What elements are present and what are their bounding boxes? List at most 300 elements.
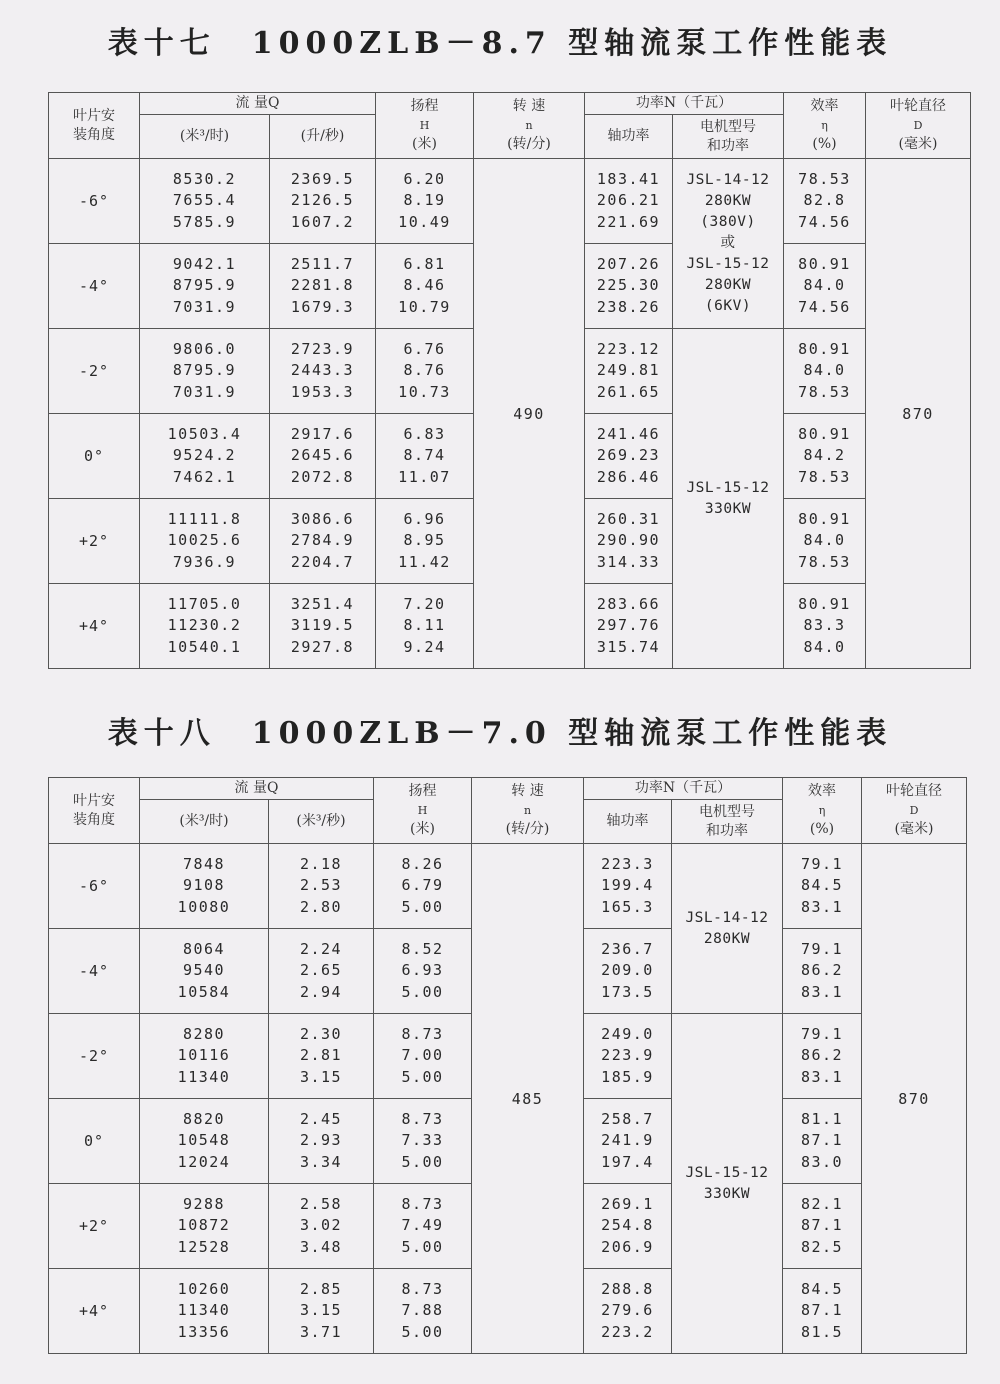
efficiency-cell-value: 74.56 bbox=[798, 297, 851, 316]
flow-alt-cell-value: 1953.3 bbox=[290, 382, 355, 401]
angle-cell: -4° bbox=[49, 244, 140, 329]
flow-m3h-cell-value: 8280 bbox=[182, 1025, 226, 1044]
efficiency-cell-value: 83.3 bbox=[803, 616, 846, 635]
head-header: 扬程 H (米) bbox=[374, 778, 472, 844]
table18-body bbox=[49, 844, 967, 1354]
efficiency-header: 效率 η (%) bbox=[784, 93, 866, 159]
head-cell bbox=[376, 584, 474, 669]
efficiency-cell-value: 86.2 bbox=[800, 961, 844, 980]
flow-alt-cell-value: 2.53 bbox=[299, 876, 343, 895]
head-cell bbox=[376, 414, 474, 499]
flow-m3h-cell bbox=[140, 414, 270, 499]
flow-alt-cell bbox=[269, 1099, 374, 1184]
head-cell-value: 5.00 bbox=[401, 1237, 444, 1256]
efficiency-cell-value: 78.53 bbox=[798, 467, 851, 486]
flow-alt-cell-value: 2.58 bbox=[299, 1195, 343, 1214]
shaft-power-cell-value: 223.2 bbox=[601, 1322, 654, 1341]
head-cell bbox=[374, 929, 472, 1014]
motor-cell-b bbox=[672, 1014, 783, 1354]
angle-cell: -6° bbox=[49, 159, 140, 244]
head-cell-value: 6.83 bbox=[403, 425, 446, 444]
shaft-power-cell-value: 236.7 bbox=[601, 940, 654, 959]
head-cell-value: 10.49 bbox=[398, 212, 451, 231]
shaft-power-cell-value: 221.69 bbox=[596, 212, 661, 231]
flow-alt-cell-value: 2723.9 bbox=[290, 340, 355, 359]
head-cell-value: 6.96 bbox=[403, 510, 446, 529]
flow-alt-cell-value: 2645.6 bbox=[290, 446, 355, 465]
shaft-power-cell-value: 260.31 bbox=[596, 510, 661, 529]
power-header: 功率N（千瓦） bbox=[585, 93, 784, 115]
speed-cell: 490 bbox=[474, 159, 585, 669]
efficiency-cell bbox=[783, 844, 862, 929]
head-cell-value: 8.46 bbox=[403, 276, 446, 295]
head-cell bbox=[376, 244, 474, 329]
flow-alt-cell-value: 2.24 bbox=[299, 940, 343, 959]
flow-m3h-cell bbox=[140, 929, 269, 1014]
speed-header: 转 速 n (转/分) bbox=[474, 93, 585, 159]
flow-m3h-cell-value: 9108 bbox=[182, 876, 226, 895]
head-cell-value: 8.74 bbox=[403, 446, 446, 465]
flow-m3h-cell-value: 12024 bbox=[177, 1152, 231, 1171]
flow-unit-m3h: (米³/时) bbox=[140, 115, 270, 159]
table17-body bbox=[49, 159, 971, 669]
motor-header: 电机型号 和功率 bbox=[673, 115, 784, 159]
motor-cell-a bbox=[673, 159, 784, 329]
efficiency-cell-value: 78.53 bbox=[798, 382, 851, 401]
head-cell-value: 6.93 bbox=[401, 961, 444, 980]
shaft-power-cell-value: 261.65 bbox=[596, 382, 661, 401]
shaft-power-cell-value: 249.81 bbox=[596, 361, 661, 380]
angle-cell: -2° bbox=[49, 1014, 140, 1099]
shaft-power-cell bbox=[585, 244, 673, 329]
table-row bbox=[49, 159, 971, 244]
flow-m3h-cell-value: 8064 bbox=[182, 940, 226, 959]
head-cell-value: 11.07 bbox=[398, 467, 451, 486]
motor-cell-b bbox=[673, 329, 784, 669]
efficiency-cell-value: 82.1 bbox=[800, 1195, 844, 1214]
shaft-power-cell-value: 223.12 bbox=[596, 340, 661, 359]
shaft-power-cell-value: 283.66 bbox=[596, 595, 661, 614]
efficiency-cell-value: 74.56 bbox=[798, 212, 851, 231]
flow-alt-cell bbox=[269, 1269, 374, 1354]
flow-m3h-cell-value: 11340 bbox=[177, 1067, 231, 1086]
head-cell bbox=[374, 1099, 472, 1184]
shaft-power-cell-value: 165.3 bbox=[601, 897, 654, 916]
head-cell-value: 6.20 bbox=[403, 170, 446, 189]
efficiency-cell-value: 81.1 bbox=[800, 1110, 844, 1129]
flow-alt-cell-value: 2.80 bbox=[299, 897, 343, 916]
shaft-power-cell-value: 286.46 bbox=[596, 467, 661, 486]
table-row bbox=[49, 844, 967, 929]
shaft-power-cell-value: 209.0 bbox=[601, 961, 654, 980]
efficiency-cell-value: 80.91 bbox=[798, 595, 851, 614]
motor-line: 280KW bbox=[704, 193, 752, 209]
speed-cell: 485 bbox=[472, 844, 584, 1354]
efficiency-cell-value: 80.91 bbox=[798, 255, 851, 274]
shaft-power-cell-value: 269.1 bbox=[601, 1195, 654, 1214]
efficiency-cell bbox=[784, 499, 866, 584]
head-cell-value: 8.76 bbox=[403, 361, 446, 380]
flow-m3h-cell-value: 12528 bbox=[177, 1237, 231, 1256]
flow-m3h-cell-value: 8795.9 bbox=[172, 361, 237, 380]
flow-alt-cell-value: 3.48 bbox=[299, 1237, 343, 1256]
flow-alt-cell-value: 2784.9 bbox=[290, 531, 355, 550]
table18 bbox=[48, 777, 967, 1354]
efficiency-cell-value: 83.1 bbox=[800, 982, 844, 1001]
efficiency-cell bbox=[784, 159, 866, 244]
head-cell bbox=[374, 1014, 472, 1099]
head-cell-value: 11.42 bbox=[398, 552, 451, 571]
motor-line: JSL-15-12 bbox=[686, 256, 770, 272]
flow-m3h-cell-value: 9288 bbox=[182, 1195, 226, 1214]
motor-line: JSL-15-12 bbox=[686, 479, 770, 496]
flow-alt-cell bbox=[270, 584, 376, 669]
flow-m3h-cell-value: 10116 bbox=[177, 1046, 231, 1065]
diameter-cell: 870 bbox=[866, 159, 971, 669]
flow-header: 流 量Q bbox=[140, 778, 374, 800]
efficiency-cell-value: 79.1 bbox=[800, 1025, 844, 1044]
head-cell-value: 8.11 bbox=[403, 616, 446, 635]
shaft-power-cell bbox=[584, 844, 672, 929]
flow-alt-cell-value: 2.94 bbox=[299, 982, 343, 1001]
efficiency-cell-value: 79.1 bbox=[800, 940, 844, 959]
flow-m3h-cell-value: 10548 bbox=[177, 1131, 231, 1150]
head-cell bbox=[374, 844, 472, 929]
angle-cell: +2° bbox=[49, 499, 140, 584]
flow-alt-cell-value: 2511.7 bbox=[290, 255, 355, 274]
flow-alt-cell-value: 3.15 bbox=[299, 1067, 343, 1086]
flow-alt-cell-value: 2.30 bbox=[299, 1025, 343, 1044]
shaft-power-cell-value: 223.9 bbox=[601, 1046, 654, 1065]
shaft-power-cell bbox=[584, 1269, 672, 1354]
flow-m3h-cell-value: 11340 bbox=[177, 1301, 231, 1320]
head-cell bbox=[374, 1269, 472, 1354]
shaft-power-cell-value: 315.74 bbox=[596, 637, 661, 656]
head-cell-value: 7.49 bbox=[401, 1216, 444, 1235]
shaft-power-cell bbox=[584, 1099, 672, 1184]
flow-alt-cell-value: 1679.3 bbox=[290, 297, 355, 316]
flow-alt-cell bbox=[269, 844, 374, 929]
shaft-power-cell-value: 223.3 bbox=[601, 855, 654, 874]
flow-m3h-cell-value: 5785.9 bbox=[172, 212, 237, 231]
diameter-header: 叶轮直径 D (毫米) bbox=[866, 93, 971, 159]
motor-line: (380V) bbox=[700, 214, 756, 230]
flow-alt-cell bbox=[270, 499, 376, 584]
shaft-power-cell-value: 206.21 bbox=[596, 191, 661, 210]
flow-alt-cell-value: 2.18 bbox=[299, 855, 343, 874]
head-cell-value: 5.00 bbox=[401, 1152, 444, 1171]
flow-alt-cell bbox=[269, 1184, 374, 1269]
flow-alt-cell-value: 2927.8 bbox=[290, 637, 355, 656]
table17 bbox=[48, 92, 971, 669]
flow-m3h-cell bbox=[140, 1014, 269, 1099]
shaft-power-cell-value: 173.5 bbox=[601, 982, 654, 1001]
shaft-power-cell bbox=[585, 414, 673, 499]
efficiency-cell-value: 80.91 bbox=[798, 510, 851, 529]
flow-m3h-cell-value: 11111.8 bbox=[167, 510, 242, 529]
flow-alt-cell-value: 3.34 bbox=[299, 1152, 343, 1171]
motor-line: JSL-14-12 bbox=[685, 909, 769, 926]
flow-m3h-cell bbox=[140, 244, 270, 329]
head-cell-value: 8.73 bbox=[401, 1110, 444, 1129]
shaft-power-cell-value: 207.26 bbox=[596, 255, 661, 274]
flow-alt-cell-value: 2281.8 bbox=[290, 276, 355, 295]
flow-m3h-cell bbox=[140, 499, 270, 584]
head-cell-value: 8.73 bbox=[401, 1195, 444, 1214]
shaft-power-cell-value: 254.8 bbox=[601, 1216, 654, 1235]
angle-cell: +4° bbox=[49, 584, 140, 669]
shaft-power-cell-value: 249.0 bbox=[601, 1025, 654, 1044]
flow-header: 流 量Q bbox=[140, 93, 376, 115]
flow-m3h-cell bbox=[140, 584, 270, 669]
efficiency-cell bbox=[784, 329, 866, 414]
head-cell-value: 7.88 bbox=[401, 1301, 444, 1320]
flow-m3h-cell-value: 8795.9 bbox=[172, 276, 237, 295]
angle-cell: +4° bbox=[49, 1269, 140, 1354]
efficiency-cell-value: 78.53 bbox=[798, 170, 851, 189]
flow-unit-m3s: (米³/秒) bbox=[269, 800, 374, 844]
table17-title: 表十七 1000ZLB－8.7 型轴流泵工作性能表 bbox=[107, 26, 893, 61]
shaft-power-cell-value: 288.8 bbox=[601, 1280, 654, 1299]
efficiency-header: 效率 η (%) bbox=[783, 778, 862, 844]
shaft-power-cell-value: 197.4 bbox=[601, 1152, 654, 1171]
motor-line: (6KV) bbox=[704, 298, 752, 314]
angle-header: 叶片安 装角度 bbox=[49, 93, 140, 159]
flow-m3h-cell bbox=[140, 844, 269, 929]
flow-alt-cell-value: 3119.5 bbox=[290, 616, 355, 635]
head-cell-value: 10.79 bbox=[398, 297, 451, 316]
head-cell-value: 5.00 bbox=[401, 982, 444, 1001]
flow-alt-cell-value: 1607.2 bbox=[290, 212, 355, 231]
flow-m3h-cell-value: 7848 bbox=[182, 855, 226, 874]
motor-cell-a bbox=[672, 844, 783, 1014]
shaft-power-cell bbox=[585, 584, 673, 669]
head-header: 扬程 H (米) bbox=[376, 93, 474, 159]
shaft-power-cell-value: 199.4 bbox=[601, 876, 654, 895]
shaft-power-cell-value: 225.30 bbox=[596, 276, 661, 295]
head-cell-value: 9.24 bbox=[403, 637, 446, 656]
flow-m3h-cell-value: 11230.2 bbox=[167, 616, 242, 635]
shaft-power-cell-value: 206.9 bbox=[601, 1237, 654, 1256]
flow-m3h-cell-value: 10080 bbox=[177, 897, 231, 916]
motor-line: JSL-14-12 bbox=[686, 172, 770, 188]
motor-line: 280KW bbox=[704, 277, 752, 293]
head-cell-value: 6.81 bbox=[403, 255, 446, 274]
flow-m3h-cell-value: 10540.1 bbox=[167, 637, 242, 656]
flow-alt-cell bbox=[270, 159, 376, 244]
flow-m3h-cell-value: 10872 bbox=[177, 1216, 231, 1235]
head-cell-value: 8.19 bbox=[403, 191, 446, 210]
angle-cell: 0° bbox=[49, 414, 140, 499]
shaft-power-cell bbox=[585, 499, 673, 584]
efficiency-cell-value: 84.0 bbox=[803, 276, 846, 295]
efficiency-cell bbox=[783, 1184, 862, 1269]
flow-alt-cell bbox=[269, 929, 374, 1014]
flow-alt-cell-value: 3.02 bbox=[299, 1216, 343, 1235]
shaft-power-header: 轴功率 bbox=[585, 115, 673, 159]
efficiency-cell-value: 86.2 bbox=[800, 1046, 844, 1065]
flow-unit-m3h: (米³/时) bbox=[140, 800, 269, 844]
efficiency-cell-value: 87.1 bbox=[800, 1301, 844, 1320]
efficiency-cell-value: 87.1 bbox=[800, 1216, 844, 1235]
flow-unit-ls: (升/秒) bbox=[270, 115, 376, 159]
diameter-cell: 870 bbox=[862, 844, 967, 1354]
flow-m3h-cell bbox=[140, 1184, 269, 1269]
efficiency-cell-value: 82.8 bbox=[803, 191, 846, 210]
head-cell-value: 8.73 bbox=[401, 1280, 444, 1299]
shaft-power-cell-value: 258.7 bbox=[601, 1110, 654, 1129]
flow-m3h-cell-value: 7936.9 bbox=[172, 552, 237, 571]
flow-alt-cell-value: 2917.6 bbox=[290, 425, 355, 444]
efficiency-cell bbox=[784, 414, 866, 499]
flow-alt-cell-value: 3.71 bbox=[299, 1322, 343, 1341]
flow-m3h-cell-value: 13356 bbox=[177, 1322, 231, 1341]
shaft-power-cell bbox=[584, 1184, 672, 1269]
efficiency-cell-value: 83.1 bbox=[800, 1067, 844, 1086]
flow-alt-cell-value: 3251.4 bbox=[290, 595, 355, 614]
diameter-header: 叶轮直径 D (毫米) bbox=[862, 778, 967, 844]
shaft-power-header: 轴功率 bbox=[584, 800, 672, 844]
power-header: 功率N（千瓦） bbox=[584, 778, 783, 800]
angle-cell: -6° bbox=[49, 844, 140, 929]
efficiency-cell bbox=[783, 929, 862, 1014]
efficiency-cell-value: 78.53 bbox=[798, 552, 851, 571]
flow-m3h-cell-value: 11705.0 bbox=[167, 595, 242, 614]
flow-m3h-cell-value: 10025.6 bbox=[167, 531, 242, 550]
flow-m3h-cell-value: 7031.9 bbox=[172, 382, 237, 401]
shaft-power-cell-value: 241.9 bbox=[601, 1131, 654, 1150]
flow-alt-cell-value: 2.85 bbox=[299, 1280, 343, 1299]
head-cell-value: 8.73 bbox=[401, 1025, 444, 1044]
head-cell bbox=[376, 159, 474, 244]
shaft-power-cell bbox=[585, 159, 673, 244]
head-cell-value: 10.73 bbox=[398, 382, 451, 401]
shaft-power-cell-value: 290.90 bbox=[596, 531, 661, 550]
flow-alt-cell-value: 2369.5 bbox=[290, 170, 355, 189]
flow-m3h-cell-value: 8530.2 bbox=[172, 170, 237, 189]
flow-alt-cell bbox=[270, 329, 376, 414]
motor-line: 280KW bbox=[703, 930, 751, 947]
table18-title: 表十八 1000ZLB－7.0 型轴流泵工作性能表 bbox=[107, 716, 893, 751]
shaft-power-cell-value: 314.33 bbox=[596, 552, 661, 571]
shaft-power-cell-value: 185.9 bbox=[601, 1067, 654, 1086]
shaft-power-cell bbox=[584, 1014, 672, 1099]
shaft-power-cell-value: 297.76 bbox=[596, 616, 661, 635]
flow-alt-cell-value: 2.65 bbox=[299, 961, 343, 980]
head-cell-value: 7.00 bbox=[401, 1046, 444, 1065]
flow-m3h-cell bbox=[140, 1099, 269, 1184]
angle-cell: -2° bbox=[49, 329, 140, 414]
efficiency-cell-value: 84.2 bbox=[803, 446, 846, 465]
efficiency-cell-value: 84.5 bbox=[800, 876, 844, 895]
motor-line: 或 bbox=[720, 235, 736, 251]
motor-header: 电机型号 和功率 bbox=[672, 800, 783, 844]
flow-m3h-cell-value: 8820 bbox=[182, 1110, 226, 1129]
flow-alt-cell-value: 3.15 bbox=[299, 1301, 343, 1320]
speed-header: 转 速 n (转/分) bbox=[472, 778, 584, 844]
head-cell-value: 8.95 bbox=[403, 531, 446, 550]
angle-header: 叶片安 装角度 bbox=[49, 778, 140, 844]
flow-m3h-cell bbox=[140, 1269, 269, 1354]
efficiency-cell-value: 84.5 bbox=[800, 1280, 844, 1299]
efficiency-cell-value: 80.91 bbox=[798, 425, 851, 444]
flow-alt-cell-value: 2072.8 bbox=[290, 467, 355, 486]
shaft-power-cell-value: 279.6 bbox=[601, 1301, 654, 1320]
flow-m3h-cell-value: 10584 bbox=[177, 982, 231, 1001]
flow-alt-cell bbox=[269, 1014, 374, 1099]
flow-m3h-cell-value: 10260 bbox=[177, 1280, 231, 1299]
head-cell-value: 8.52 bbox=[401, 940, 444, 959]
efficiency-cell-value: 79.1 bbox=[800, 855, 844, 874]
flow-alt-cell-value: 2.81 bbox=[299, 1046, 343, 1065]
flow-m3h-cell-value: 9042.1 bbox=[172, 255, 237, 274]
efficiency-cell-value: 83.1 bbox=[800, 897, 844, 916]
flow-m3h-cell-value: 10503.4 bbox=[167, 425, 242, 444]
efficiency-cell-value: 87.1 bbox=[800, 1131, 844, 1150]
efficiency-cell bbox=[783, 1014, 862, 1099]
head-cell bbox=[376, 329, 474, 414]
angle-cell: -4° bbox=[49, 929, 140, 1014]
efficiency-cell-value: 82.5 bbox=[800, 1237, 844, 1256]
shaft-power-cell-value: 241.46 bbox=[596, 425, 661, 444]
efficiency-cell-value: 84.0 bbox=[803, 531, 846, 550]
head-cell-value: 6.76 bbox=[403, 340, 446, 359]
head-cell-value: 7.33 bbox=[401, 1131, 444, 1150]
flow-alt-cell bbox=[270, 414, 376, 499]
flow-alt-cell-value: 3086.6 bbox=[290, 510, 355, 529]
shaft-power-cell bbox=[585, 329, 673, 414]
efficiency-cell bbox=[783, 1269, 862, 1354]
head-cell-value: 7.20 bbox=[403, 595, 446, 614]
flow-m3h-cell-value: 9524.2 bbox=[172, 446, 237, 465]
shaft-power-cell bbox=[584, 929, 672, 1014]
flow-m3h-cell-value: 9806.0 bbox=[172, 340, 237, 359]
angle-cell: 0° bbox=[49, 1099, 140, 1184]
flow-m3h-cell bbox=[140, 329, 270, 414]
head-cell bbox=[374, 1184, 472, 1269]
efficiency-cell-value: 84.0 bbox=[803, 361, 846, 380]
head-cell-value: 8.26 bbox=[401, 855, 444, 874]
efficiency-cell bbox=[784, 584, 866, 669]
efficiency-cell bbox=[784, 244, 866, 329]
efficiency-cell-value: 83.0 bbox=[800, 1152, 844, 1171]
head-cell bbox=[376, 499, 474, 584]
flow-m3h-cell bbox=[140, 159, 270, 244]
flow-m3h-cell-value: 9540 bbox=[182, 961, 226, 980]
efficiency-cell-value: 84.0 bbox=[803, 637, 846, 656]
motor-line: 330KW bbox=[703, 1185, 751, 1202]
efficiency-cell-value: 80.91 bbox=[798, 340, 851, 359]
flow-alt-cell-value: 2126.5 bbox=[290, 191, 355, 210]
flow-m3h-cell-value: 7462.1 bbox=[172, 467, 237, 486]
shaft-power-cell-value: 269.23 bbox=[596, 446, 661, 465]
flow-alt-cell-value: 2204.7 bbox=[290, 552, 355, 571]
flow-alt-cell-value: 2443.3 bbox=[290, 361, 355, 380]
head-cell-value: 5.00 bbox=[401, 1322, 444, 1341]
shaft-power-cell-value: 238.26 bbox=[596, 297, 661, 316]
flow-alt-cell bbox=[270, 244, 376, 329]
flow-m3h-cell-value: 7031.9 bbox=[172, 297, 237, 316]
head-cell-value: 6.79 bbox=[401, 876, 444, 895]
shaft-power-cell-value: 183.41 bbox=[596, 170, 661, 189]
flow-alt-cell-value: 2.45 bbox=[299, 1110, 343, 1129]
motor-line: JSL-15-12 bbox=[685, 1164, 769, 1181]
motor-line: 330KW bbox=[704, 500, 752, 517]
flow-m3h-cell-value: 7655.4 bbox=[172, 191, 237, 210]
flow-alt-cell-value: 2.93 bbox=[299, 1131, 343, 1150]
efficiency-cell-value: 81.5 bbox=[800, 1322, 844, 1341]
head-cell-value: 5.00 bbox=[401, 1067, 444, 1086]
